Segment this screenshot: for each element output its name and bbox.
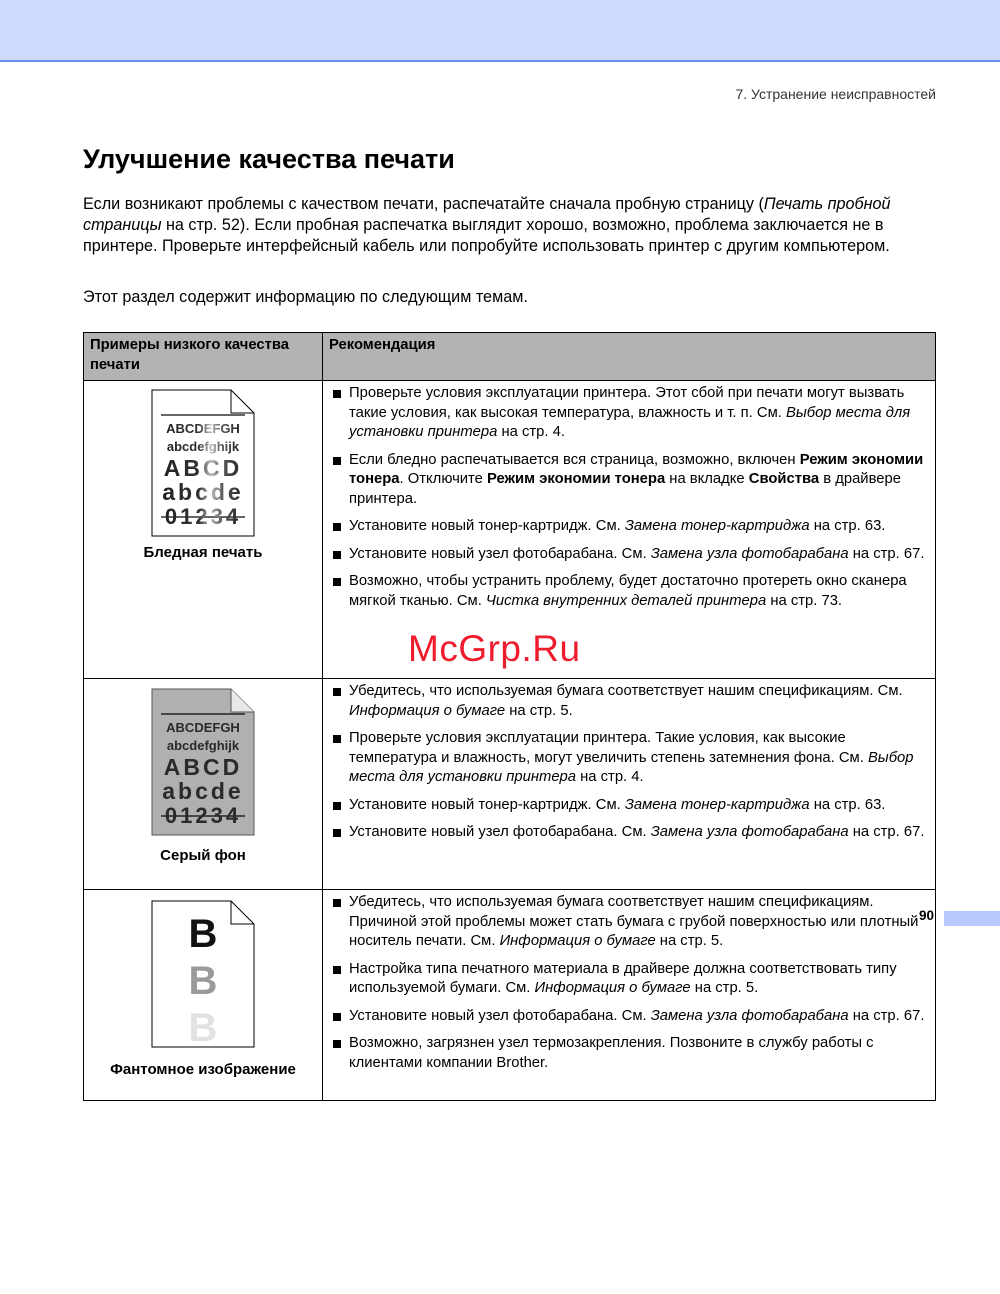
bullet-icon bbox=[333, 899, 341, 907]
cross-reference-link[interactable]: Информация о бумаге bbox=[349, 702, 506, 719]
ghost-letter-mid: B bbox=[188, 959, 218, 1003]
sample-cell-gray bbox=[84, 679, 323, 890]
intro-link-test-page[interactable]: Печать пробной страницы bbox=[83, 195, 891, 234]
bullet-icon bbox=[333, 688, 341, 696]
sample-line-3: ABCD bbox=[163, 455, 243, 481]
sample-line-4: abcde bbox=[162, 778, 244, 804]
sample-line-5: 01234 bbox=[164, 504, 242, 529]
bullet-icon bbox=[333, 1013, 341, 1021]
bullet-icon bbox=[333, 829, 341, 837]
bullet-icon bbox=[333, 802, 341, 810]
bullet-icon bbox=[333, 457, 341, 465]
sample-caption: Фантомное изображение bbox=[110, 1061, 296, 1078]
bullet-icon bbox=[333, 551, 341, 559]
bullet-icon bbox=[333, 1040, 341, 1048]
intro-paragraph bbox=[83, 194, 943, 257]
recommendation-item: Если бледно распечатывается вся страница, возможно, включен Режим экономии тонера. Отключите Режим экономии тонера на вкладке Свойства в драйвере принтера. bbox=[333, 451, 927, 510]
bullet-icon bbox=[333, 735, 341, 743]
table-row bbox=[84, 890, 936, 1101]
running-header: 7. Устранение неисправностей bbox=[735, 86, 936, 102]
recommendation-item: Установите новый тонер-картридж. См. Замена тонер-картриджа на стр. 63. bbox=[333, 796, 927, 816]
cross-reference-link[interactable]: Информация о бумаге bbox=[499, 933, 656, 949]
sample-line-3: ABCD bbox=[163, 754, 243, 780]
cross-reference-link[interactable]: Выбор места для установки принтера bbox=[349, 749, 914, 785]
cross-reference-link[interactable]: Чистка внутренних деталей принтера bbox=[485, 592, 767, 609]
sample-caption: Серый фон bbox=[160, 847, 246, 864]
sample-line-4: abcde bbox=[162, 479, 244, 505]
faint-print-sample-image bbox=[151, 389, 255, 537]
top-band bbox=[0, 0, 1000, 62]
sample-line-2: abcdefghijk bbox=[166, 439, 240, 454]
recommendation-item: Установите новый узел фотобарабана. См. Замена узла фотобарабана на стр. 67. bbox=[333, 545, 927, 565]
intro-topics-line: Этот раздел содержит информацию по следующим темам. bbox=[83, 288, 528, 306]
cross-reference-link[interactable]: Замена узла фотобарабана bbox=[650, 824, 849, 840]
column-header-examples: Примеры низкого качества печати bbox=[84, 333, 323, 381]
cross-reference-link[interactable]: Информация о бумаге bbox=[534, 980, 691, 996]
sample-cell-faint bbox=[84, 381, 323, 679]
table-row bbox=[84, 679, 936, 890]
footer-band bbox=[944, 911, 1000, 926]
ghost-letter-light: B bbox=[188, 1006, 218, 1048]
column-header-recommendation: Рекомендация bbox=[323, 333, 936, 381]
cross-reference-link[interactable]: Замена узла фотобарабана bbox=[650, 545, 849, 562]
page-title: Улучшение качества печати bbox=[83, 144, 455, 174]
sample-caption: Бледная печать bbox=[143, 544, 263, 561]
recommendation-item: Установите новый узел фотобарабана. См. Замена узла фотобарабана на стр. 67. bbox=[333, 1007, 927, 1027]
recommendation-item: Возможно, загрязнен узел термозакрепления. Позвоните в службу работы с клиентами компании Brother. bbox=[333, 1034, 927, 1073]
recommendation-cell bbox=[323, 890, 936, 1101]
cross-reference-link[interactable]: Замена тонер-картриджа bbox=[624, 796, 810, 813]
recommendation-item: Установите новый тонер-картридж. См. Замена тонер-картриджа на стр. 63. bbox=[333, 517, 927, 537]
recommendation-item: Настройка типа печатного материала в драйвере должна соответствовать типу используемой бумаги. См. Информация о бумаге на стр. 5. bbox=[333, 960, 927, 999]
recommendation-item: Возможно, чтобы устранить проблему, будет достаточно протереть окно сканера мягкой тканью. См. Чистка внутренних деталей принтера на стр. 73. bbox=[333, 572, 927, 611]
sample-cell-ghost bbox=[84, 890, 323, 1101]
intro-text-end: на стр. 52). Если пробная распечатка выглядит хорошо, возможно, проблема заключается не в принтере. Проверьте интерфейсный кабель или попробуйте использовать принтер с другим компьютером. bbox=[83, 216, 890, 255]
bullet-icon bbox=[333, 578, 341, 586]
sample-line-5: 01234 bbox=[164, 803, 242, 828]
intro-text-start: Если возникают проблемы с качеством печати, распечатайте сначала пробную страницу ( bbox=[83, 195, 764, 213]
bullet-icon bbox=[333, 390, 341, 398]
bullet-icon bbox=[333, 523, 341, 531]
gray-background-sample-image bbox=[151, 688, 255, 836]
recommendation-item: Убедитесь, что используемая бумага соответствует нашим спецификациям. См. Информация о бумаге на стр. 5. bbox=[333, 682, 927, 721]
page-number: 90 bbox=[918, 908, 934, 923]
bullet-icon bbox=[333, 966, 341, 974]
recommendation-cell bbox=[323, 679, 936, 890]
sample-line-2: abcdefghijk bbox=[166, 738, 240, 753]
cross-reference-link[interactable]: Замена узла фотобарабана bbox=[650, 1007, 849, 1024]
sample-line-1: ABCDEFGH bbox=[166, 720, 240, 735]
ghost-image-sample-image bbox=[151, 900, 255, 1048]
quality-table bbox=[83, 332, 936, 1101]
sample-line-1: ABCDEFGH bbox=[166, 421, 240, 436]
recommendation-item: Проверьте условия эксплуатации принтера. Этот сбой при печати могут вызвать такие условия, как высокая температура, влажность и т. п. См. Выбор места для установки принтера на стр. 4. bbox=[333, 384, 927, 443]
cross-reference-link[interactable]: Выбор места для установки принтера bbox=[349, 404, 911, 440]
recommendation-item: Проверьте условия эксплуатации принтера. Такие условия, как высокие температура и влажность, могут увеличить степень затемнения фона. См. Выбор места для установки принтера на стр. 4. bbox=[333, 729, 927, 788]
table-header-row bbox=[84, 333, 936, 381]
watermark: McGrp.Ru bbox=[408, 628, 581, 669]
ghost-letter-dark: B bbox=[188, 912, 218, 956]
recommendation-item: Установите новый узел фотобарабана. См. Замена узла фотобарабана на стр. 67. bbox=[333, 823, 927, 843]
cross-reference-link[interactable]: Замена тонер-картриджа bbox=[624, 518, 810, 534]
recommendation-item: Убедитесь, что используемая бумага соответствует нашим спецификациям. Причиной этой проблемы может стать бумага с грубой поверхностью или плотный носитель печати. См. Информация о бумаге на стр. 5. bbox=[333, 893, 927, 952]
